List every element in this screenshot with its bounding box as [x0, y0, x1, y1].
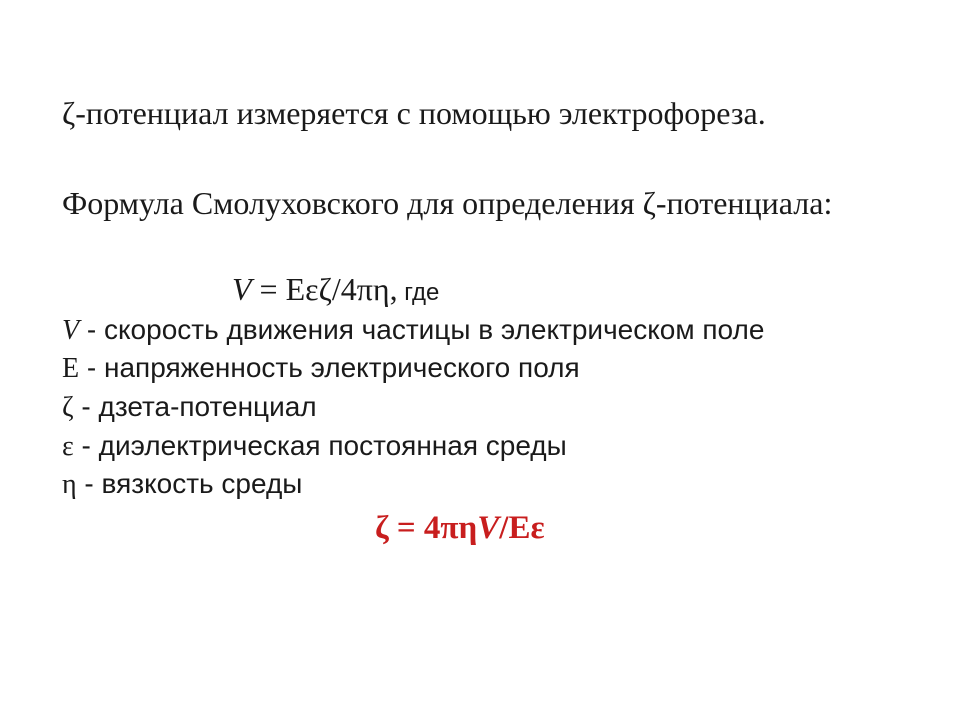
- definition-text: - напряженность электрического поля: [79, 352, 580, 383]
- result-formula-right: /Eε: [499, 510, 545, 546]
- definition-text: - скорость движения частицы в электрическом поле: [79, 314, 765, 345]
- definition-symbol: ζ: [62, 392, 74, 423]
- result-formula: [375, 508, 545, 548]
- definition-symbol: ε: [62, 431, 74, 462]
- definition-symbol: η: [62, 469, 77, 500]
- formula-where-label: где: [397, 279, 440, 306]
- definition-epsilon: [62, 429, 567, 464]
- definition-eta: [62, 467, 302, 502]
- result-formula-v-symbol: V: [477, 510, 500, 546]
- definition-text: - дзета-потенциал: [73, 391, 317, 422]
- definition-field-strength: [62, 351, 580, 386]
- smoluchowski-formula: [232, 269, 439, 313]
- definition-symbol: E: [62, 353, 80, 384]
- definition-velocity: [62, 313, 764, 348]
- formula-expression: = Eεζ/4πη,: [251, 271, 398, 307]
- formula-intro-paragraph: Формула Смолуховского для определения ζ-потенциала:: [62, 185, 833, 221]
- intro-paragraph: ζ-потенциал измеряется с помощью электрофореза.: [62, 95, 766, 131]
- formula-v-symbol: V: [232, 271, 252, 307]
- definition-text: - вязкость среды: [76, 468, 303, 499]
- definition-text: - диэлектрическая постоянная среды: [73, 430, 567, 461]
- definition-zeta: [62, 390, 317, 425]
- result-formula-left: ζ = 4πη: [375, 510, 478, 546]
- definition-symbol: V: [62, 315, 80, 346]
